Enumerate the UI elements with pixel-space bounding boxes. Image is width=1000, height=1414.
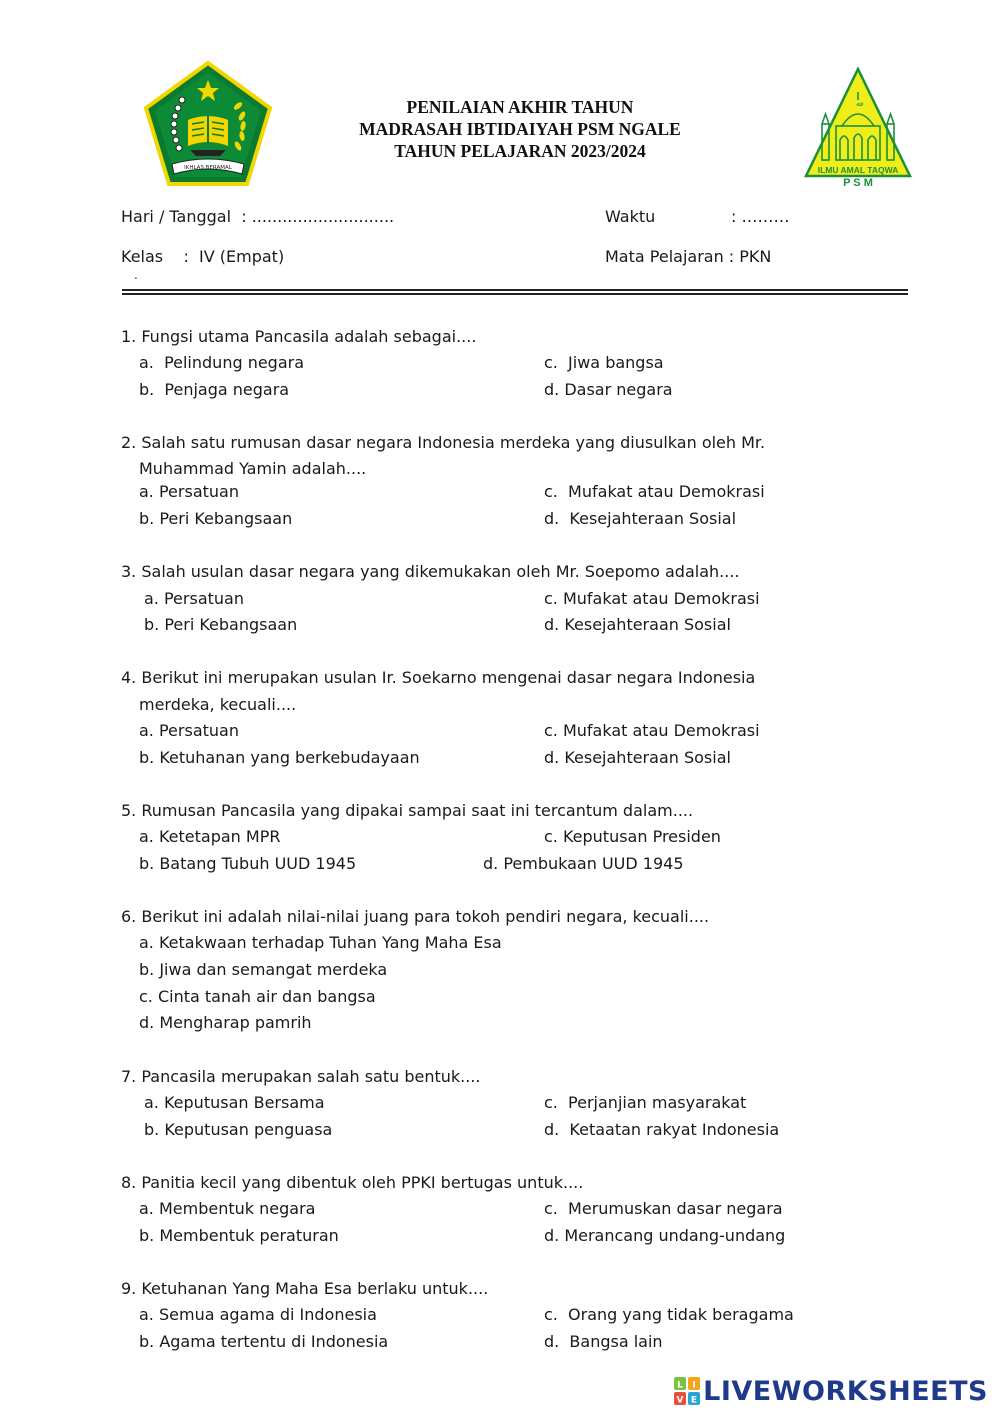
q6-option-b[interactable]: b. Jiwa dan semangat merdeka bbox=[139, 960, 388, 979]
mata-pelajaran-field: Mata Pelajaran : PKN bbox=[605, 247, 772, 266]
kelas-field: Kelas : IV (Empat) bbox=[121, 247, 285, 266]
svg-text:ﷲ: ﷲ bbox=[856, 101, 860, 108]
kemenag-logo bbox=[142, 60, 274, 188]
question-3: 3. Salah usulan dasar negara yang dikemukakan oleh Mr. Soepomo adalah.... bbox=[121, 562, 740, 581]
question-5: 5. Rumusan Pancasila yang dipakai sampai saat ini tercantum dalam.... bbox=[121, 801, 694, 820]
question-6: 6. Berikut ini adalah nilai-nilai juang para tokoh pendiri negara, kecuali.... bbox=[121, 907, 710, 926]
q9-option-b[interactable]: b. Agama tertentu di Indonesia bbox=[139, 1332, 389, 1351]
svg-text:V: V bbox=[676, 1395, 684, 1406]
q8-option-c[interactable]: c. Merumuskan dasar negara bbox=[544, 1199, 783, 1218]
svg-text:E: E bbox=[691, 1395, 698, 1406]
stray-dot: . bbox=[134, 268, 138, 282]
q2-option-c[interactable]: c. Mufakat atau Demokrasi bbox=[544, 482, 765, 501]
svg-text:P S M: P S M bbox=[843, 177, 873, 189]
q8-option-b[interactable]: b. Membentuk peraturan bbox=[139, 1226, 339, 1245]
q2-option-d[interactable]: d. Kesejahteraan Sosial bbox=[544, 509, 737, 528]
question-8: 8. Panitia kecil yang dibentuk oleh PPKI bertugas untuk.... bbox=[121, 1173, 584, 1192]
q3-option-b[interactable]: b. Peri Kebangsaan bbox=[144, 615, 298, 634]
q3-option-c[interactable]: c. Mufakat atau Demokrasi bbox=[544, 589, 760, 608]
q6-option-c[interactable]: c. Cinta tanah air dan bangsa bbox=[139, 987, 376, 1006]
question-4-cont: merdeka, kecuali.... bbox=[139, 695, 297, 714]
q5-option-c[interactable]: c. Keputusan Presiden bbox=[544, 827, 721, 846]
double-rule-top bbox=[122, 289, 908, 291]
q4-option-a[interactable]: a. Persatuan bbox=[139, 721, 239, 740]
svg-text:L: L bbox=[677, 1380, 684, 1391]
question-7: 7. Pancasila merupakan salah satu bentuk.... bbox=[121, 1067, 481, 1086]
q5-option-b[interactable]: b. Batang Tubuh UUD 1945 bbox=[139, 854, 357, 873]
q1-option-b[interactable]: b. Penjaga negara bbox=[139, 380, 290, 399]
q6-option-d[interactable]: d. Mengharap pamrih bbox=[139, 1013, 312, 1032]
q7-option-b[interactable]: b. Keputusan penguasa bbox=[144, 1120, 333, 1139]
q1-option-d[interactable]: d. Dasar negara bbox=[544, 380, 673, 399]
q3-option-a[interactable]: a. Persatuan bbox=[144, 589, 244, 608]
title-line-2: MADRASAH IBTIDAIYAH PSM NGALE bbox=[359, 119, 681, 139]
q9-option-d[interactable]: d. Bangsa lain bbox=[544, 1332, 663, 1351]
q7-option-c[interactable]: c. Perjanjian masyarakat bbox=[544, 1093, 747, 1112]
double-rule-bottom bbox=[122, 293, 908, 295]
hari-tanggal-field: Hari / Tanggal : ............................ bbox=[121, 207, 395, 226]
question-4: 4. Berikut ini merupakan usulan Ir. Soekarno mengenai dasar negara Indonesia bbox=[121, 668, 756, 687]
waktu-label: Waktu bbox=[605, 207, 656, 226]
q3-option-d[interactable]: d. Kesejahteraan Sosial bbox=[544, 615, 731, 634]
q9-option-a[interactable]: a. Semua agama di Indonesia bbox=[139, 1305, 377, 1324]
psm-logo bbox=[802, 66, 914, 190]
q5-option-d[interactable]: d. Pembukaan UUD 1945 bbox=[483, 854, 684, 873]
q2-option-a[interactable]: a. Persatuan bbox=[139, 482, 239, 501]
q4-option-b[interactable]: b. Ketuhanan yang berkebudayaan bbox=[139, 748, 420, 767]
liveworksheets-brand[interactable] bbox=[673, 1374, 988, 1408]
question-9: 9. Ketuhanan Yang Maha Esa berlaku untuk.... bbox=[121, 1279, 489, 1298]
title-line-1: PENILAIAN AKHIR TAHUN bbox=[406, 97, 634, 117]
q9-option-c[interactable]: c. Orang yang tidak beragama bbox=[544, 1305, 794, 1324]
question-2-cont: Muhammad Yamin adalah.... bbox=[139, 459, 367, 478]
q1-option-a[interactable]: a. Pelindung negara bbox=[139, 353, 305, 372]
q8-option-a[interactable]: a. Membentuk negara bbox=[139, 1199, 316, 1218]
question-2: 2. Salah satu rumusan dasar negara Indonesia merdeka yang diusulkan oleh Mr. bbox=[121, 433, 766, 452]
q7-option-d[interactable]: d. Ketaatan rakyat Indonesia bbox=[544, 1120, 780, 1139]
svg-text:ILMU AMAL TAQWA: ILMU AMAL TAQWA bbox=[817, 165, 899, 175]
question-1: 1. Fungsi utama Pancasila adalah sebagai.... bbox=[121, 327, 477, 346]
q4-option-d[interactable]: d. Kesejahteraan Sosial bbox=[544, 748, 731, 767]
exam-title bbox=[300, 96, 740, 162]
liveworksheets-logo-icon bbox=[673, 1376, 701, 1406]
q1-option-c[interactable]: c. Jiwa bangsa bbox=[544, 353, 664, 372]
q4-option-c[interactable]: c. Mufakat atau Demokrasi bbox=[544, 721, 760, 740]
svg-text:I: I bbox=[692, 1380, 696, 1391]
q2-option-b[interactable]: b. Peri Kebangsaan bbox=[139, 509, 293, 528]
q8-option-d[interactable]: d. Merancang undang-undang bbox=[544, 1226, 786, 1245]
q5-option-a[interactable]: a. Ketetapan MPR bbox=[139, 827, 281, 846]
title-line-3: TAHUN PELAJARAN 2023/2024 bbox=[394, 141, 646, 161]
svg-text:IKHLAS BERAMAL: IKHLAS BERAMAL bbox=[184, 165, 232, 171]
waktu-value: : ……… bbox=[731, 207, 790, 226]
liveworksheets-wordmark: LIVEWORKSHEETS bbox=[703, 1375, 988, 1407]
q6-option-a[interactable]: a. Ketakwaan terhadap Tuhan Yang Maha Esa bbox=[139, 933, 502, 952]
q7-option-a[interactable]: a. Keputusan Bersama bbox=[144, 1093, 325, 1112]
